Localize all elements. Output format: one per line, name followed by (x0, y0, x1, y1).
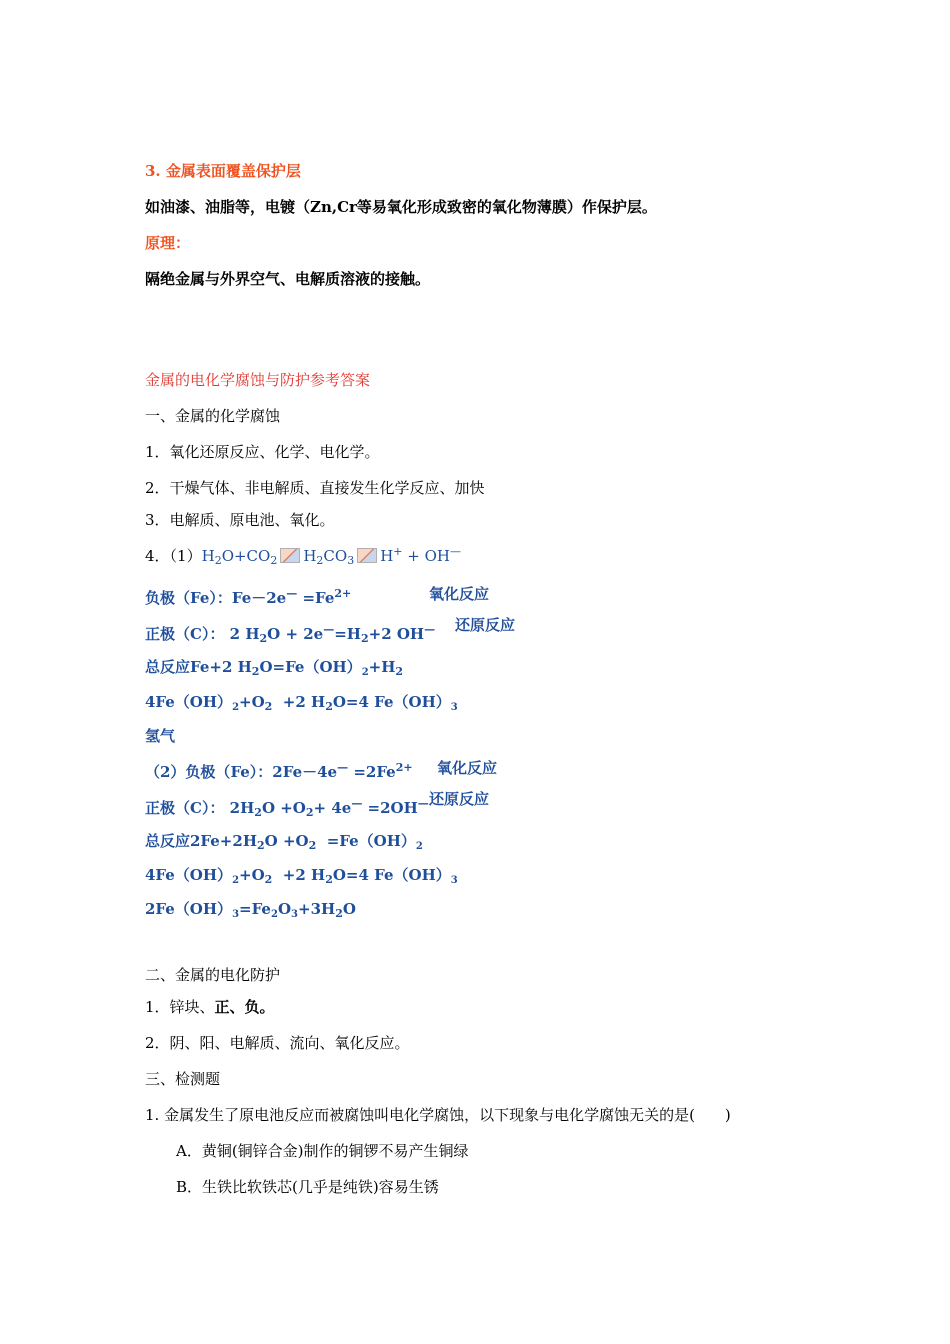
iron-hydroxide-1: $4Fe(OH)_2+O_2 +2$ $H_2O=4$ $Fe(OH)_3$ (145, 693, 458, 713)
answer-1: 1．氧化还原反应、化学、电化学。 (145, 443, 380, 461)
answers-heading: 金属的电化学腐蚀与防护参考答案 (145, 371, 371, 389)
part2-title: 二、金属的电化防护 (145, 966, 281, 984)
option-b: B．生铁比软铁芯(几乎是纯铁)容易生锈 (176, 1178, 439, 1196)
part3-title: 三、检测题 (145, 1070, 221, 1088)
iron-hydroxide-2: $4Fe(OH)_2+O_2 +2$ $H_2O=4$ $Fe(OH)_3$ (145, 866, 458, 886)
part2-answer-2: 2．阴、阳、电解质、流向、氧化反应。 (145, 1034, 410, 1052)
answer-4-equation: 4．$(1)H_2O+CO_2$ $H_2CO_3$ H+ + OH— (145, 545, 461, 567)
answer-2: 2．干燥气体、非电解质、直接发生化学反应、加快 (145, 479, 485, 497)
oxidation-label-1: 氧化反应 (429, 585, 490, 603)
equilibrium-arrow-icon (357, 548, 377, 563)
positive-electrode-1: 正极（C）： 2 $H_2O + 2e^—=H_2+2$ OH— (145, 623, 436, 645)
oxidation-label-2: 氧化反应 (437, 759, 498, 777)
equilibrium-arrow-icon (280, 548, 300, 563)
hydrogen-text: 氢气 (145, 727, 176, 745)
answer-3: 3．电解质、原电池、氧化。 (145, 511, 335, 529)
reduction-label-1: 还原反应 (455, 616, 516, 634)
section-3-description: 如油漆、油脂等，电镀（Zn,Cr等易氧化形成致密的氧化物薄膜）作保护层。 (145, 198, 657, 216)
reduction-label-2: 还原反应 (429, 790, 490, 808)
question-1: 1. 金属发生了原电池反应而被腐蚀叫电化学腐蚀，以下现象与电化学腐蚀无关的是( ) (145, 1106, 731, 1124)
section-3-title: 3. 金属表面覆盖保护层 (145, 162, 301, 180)
part2-answer-1: 1．锌块、正、负。 (145, 998, 275, 1016)
total-reaction-1: 总反应Fe+2 $H_2O=Fe(OH)_2+H_2$ (145, 658, 404, 678)
negative-electrode-2: （2）负极（Fe）：$2Fe-4e^— =2Fe^{2+}$ (145, 761, 413, 781)
total-reaction-2: 总反应$2Fe+2H_2O +O_2 =Fe(OH)_2$ (145, 832, 423, 852)
principle-label: 原理： (145, 234, 191, 252)
part1-title: 一、金属的化学腐蚀 (145, 407, 281, 425)
negative-electrode-1: 负极（Fe）：$Fe-2e^— =Fe^{2+}$ (145, 587, 352, 607)
option-a: A．黄铜(铜锌合金)制作的铜锣不易产生铜绿 (176, 1142, 469, 1160)
positive-electrode-2: 正极（C）： $2H_2O +O_2+ 4e^— =2OH^—$ (145, 797, 429, 819)
principle-text: 隔绝金属与外界空气、电解质溶液的接触。 (145, 270, 431, 288)
iron-oxide-reaction: $2Fe(OH)_3=Fe_2O_3+3H_2O$ (145, 900, 356, 920)
